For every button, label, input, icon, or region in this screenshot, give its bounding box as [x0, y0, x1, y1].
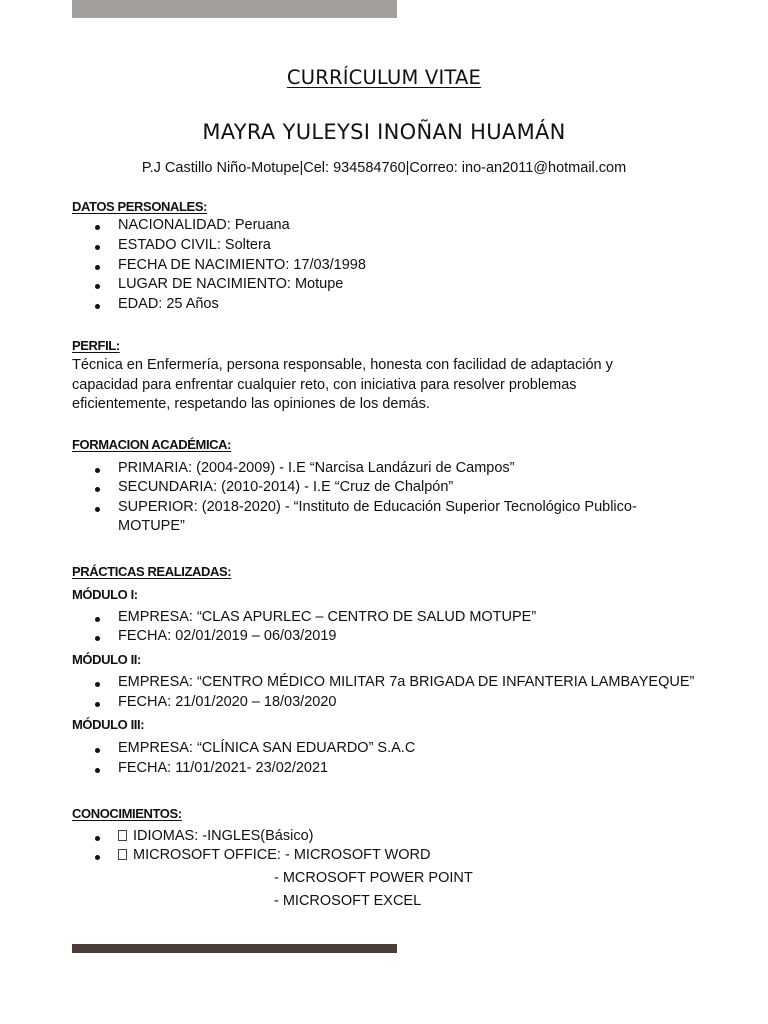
list-item: SUPERIOR: (2018-2020) - “Instituto de Educación Superior Tecnológico Publico- [118, 499, 637, 515]
module-title: MÓDULO II: [72, 652, 141, 667]
profile-paragraph [72, 356, 672, 415]
bullet-icon [95, 225, 100, 230]
list-item: MICROSOFT OFFICE: - MICROSOFT WORD [118, 847, 431, 863]
bullet-icon [95, 265, 100, 270]
bullet-icon [95, 487, 100, 492]
list-item: SECUNDARIA: (2010-2014) - I.E “Cruz de Chalpón” [118, 479, 453, 495]
bullet-icon [95, 617, 100, 622]
document-title: CURRÍCULUM VITAE [286, 66, 482, 89]
bullet-icon [95, 468, 100, 473]
bullet-icon [95, 636, 100, 641]
bullet-icon [95, 702, 100, 707]
profile-line: eficientemente, respetando las opiniones de los demás. [72, 396, 430, 412]
module-title: MÓDULO I: [72, 587, 138, 602]
bullet-icon [95, 855, 100, 860]
checkbox-glyph-icon [118, 849, 127, 860]
list-item: IDIOMAS: -INGLES(Básico) [118, 828, 313, 844]
bullet-icon [95, 836, 100, 841]
list-item: EMPRESA: “CENTRO MÉDICO MILITAR 7a BRIGADA DE INFANTERIA LAMBAYEQUE” [118, 674, 694, 690]
bullet-icon [95, 245, 100, 250]
bullet-icon [95, 768, 100, 773]
list-item: FECHA: 02/01/2019 – 06/03/2019 [118, 628, 336, 644]
list-item: LUGAR DE NACIMIENTO: Motupe [118, 276, 343, 292]
section-heading-personal: DATOS PERSONALES: [72, 199, 208, 214]
bullet-icon [95, 748, 100, 753]
top-decorative-bar [72, 0, 397, 18]
section-heading-practices: PRÁCTICAS REALIZADAS: [72, 564, 232, 579]
office-subitem: - MCROSOFT POWER POINT [274, 870, 473, 886]
office-subitem: - MICROSOFT EXCEL [274, 893, 422, 909]
profile-line: Técnica en Enfermería, persona responsable, honesta con facilidad de adaptación y [72, 357, 613, 373]
list-item-continuation: MOTUPE” [118, 518, 185, 534]
person-name: MAYRA YULEYSI INOÑAN HUAMÁN [202, 120, 566, 144]
contact-line: P.J Castillo Niño-Motupe|Cel: 934584760|Correo: ino-an2011@hotmail.com [141, 160, 627, 176]
list-item: FECHA: 21/01/2020 – 18/03/2020 [118, 694, 336, 710]
bullet-icon [95, 304, 100, 309]
bottom-decorative-bar [72, 944, 397, 953]
bullet-icon [95, 682, 100, 687]
list-item: NACIONALIDAD: Peruana [118, 217, 290, 233]
checkbox-glyph-icon [118, 830, 127, 841]
bullet-icon [95, 284, 100, 289]
bullet-icon [95, 507, 100, 512]
list-item: FECHA DE NACIMIENTO: 17/03/1998 [118, 257, 366, 273]
profile-line: capacidad para enfrentar cualquier reto, con iniciativa para resolver problemas [72, 376, 577, 393]
section-heading-profile: PERFIL: [72, 338, 120, 353]
list-item: EMPRESA: “CLÍNICA SAN EDUARDO” S.A.C [118, 740, 415, 756]
list-item: PRIMARIA: (2004-2009) - I.E “Narcisa Landázuri de Campos” [118, 460, 515, 476]
list-item: EMPRESA: “CLAS APURLEC – CENTRO DE SALUD MOTUPE” [118, 609, 536, 625]
section-heading-knowledge: CONOCIMIENTOS: [72, 806, 182, 821]
module-title: MÓDULO III: [72, 717, 145, 732]
list-item: FECHA: 11/01/2021- 23/02/2021 [118, 760, 328, 776]
list-item: ESTADO CIVIL: Soltera [118, 237, 271, 253]
section-heading-education: FORMACION ACADÉMICA: [72, 437, 232, 452]
list-item: EDAD: 25 Años [118, 296, 219, 312]
